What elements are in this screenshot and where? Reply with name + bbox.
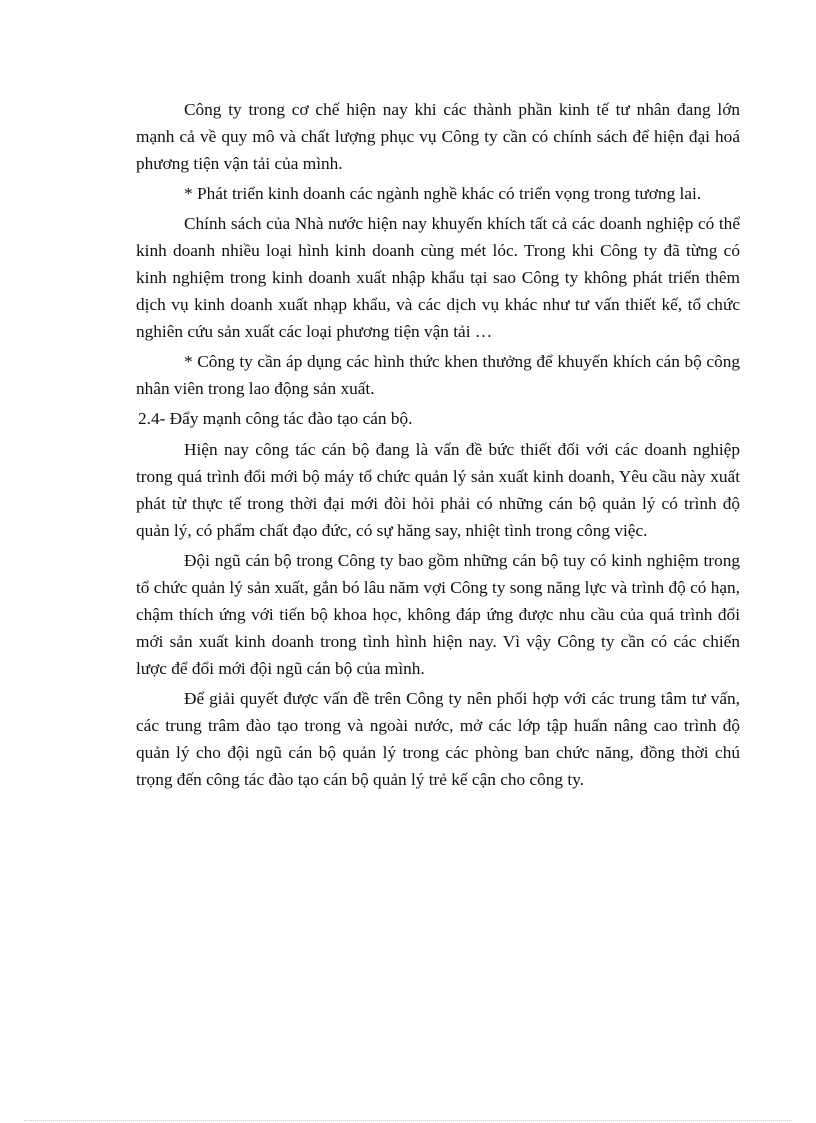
- page-bottom-border: [24, 1120, 792, 1121]
- document-body: [136, 96, 740, 796]
- paragraph: Công ty trong cơ chế hiện nay khi các thành phần kinh tế tư nhân đang lớn mạnh cả về quy mô và chất lượng phục vụ Công ty cần có chính sách để hiện đại hoá phương tiện vận tải của mình.: [136, 100, 740, 173]
- paragraph: Hiện nay công tác cán bộ đang là vấn đề bức thiết đối với các doanh nghiệp trong quá trình đổi mới bộ máy tổ chức quản lý sản xuất kinh doanh, Yêu cầu này xuất phát từ thực tế trong thời đại mới đòi hỏi phải có những cán bộ quản lý có trình độ quản lý, có phẩm chất đạo đức, có sự hăng say, nhiệt tình trong công việc.: [136, 440, 740, 540]
- paragraph: * Phát triển kinh doanh các ngành nghề khác có triển vọng trong tương lai.: [184, 184, 702, 203]
- paragraph: Chính sách của Nhà nước hiện nay khuyến khích tất cả các doanh nghiệp có thể kinh doanh nhiều loại hình kinh doanh cùng mét lóc. Trong khi Công ty đã từng có kinh nghiệm trong kinh doanh xuất nhập khẩu tại sao Công ty không phát triển thêm dịch vụ kinh doanh xuất nhạp khẩu, và các dịch vụ khác như tư vấn thiết kế, tổ chức nghiên cứu sản xuất các loại phương tiện vận tải …: [136, 214, 740, 341]
- paragraph: Để giải quyết được vấn đề trên Công ty nên phối hợp với các trung tâm tư vấn, các trung trâm đào tạo trong và ngoài nước, mở các lớp tập huấn nâng cao trình độ quản lý cho đội ngũ cán bộ quản lý trong các phòng ban chức năng, đồng thời chú trọng đến công tác đào tạo cán bộ quản lý trẻ kế cận cho công ty.: [136, 689, 740, 789]
- paragraph: * Công ty cần áp dụng các hình thức khen thưởng để khuyến khích cán bộ công nhân viên trong lao động sản xuất.: [136, 352, 740, 398]
- paragraph: Đội ngũ cán bộ trong Công ty bao gồm những cán bộ tuy có kinh nghiệm trong tổ chức quản lý sản xuất, gắn bó lâu năm vợi Công ty song năng lực và trình độ có hạn, chậm thích ứng với tiến bộ khoa học, không đáp ứng được nhu cầu của quá trình đổi mới sản xuất kinh doanh trong tình hình hiện nay. Vì vậy Công ty cần có các chiến lược để đổi mới đội ngũ cán bộ của mình.: [136, 551, 740, 678]
- section-heading: 2.4- Đẩy mạnh công tác đào tạo cán bộ.: [138, 409, 413, 428]
